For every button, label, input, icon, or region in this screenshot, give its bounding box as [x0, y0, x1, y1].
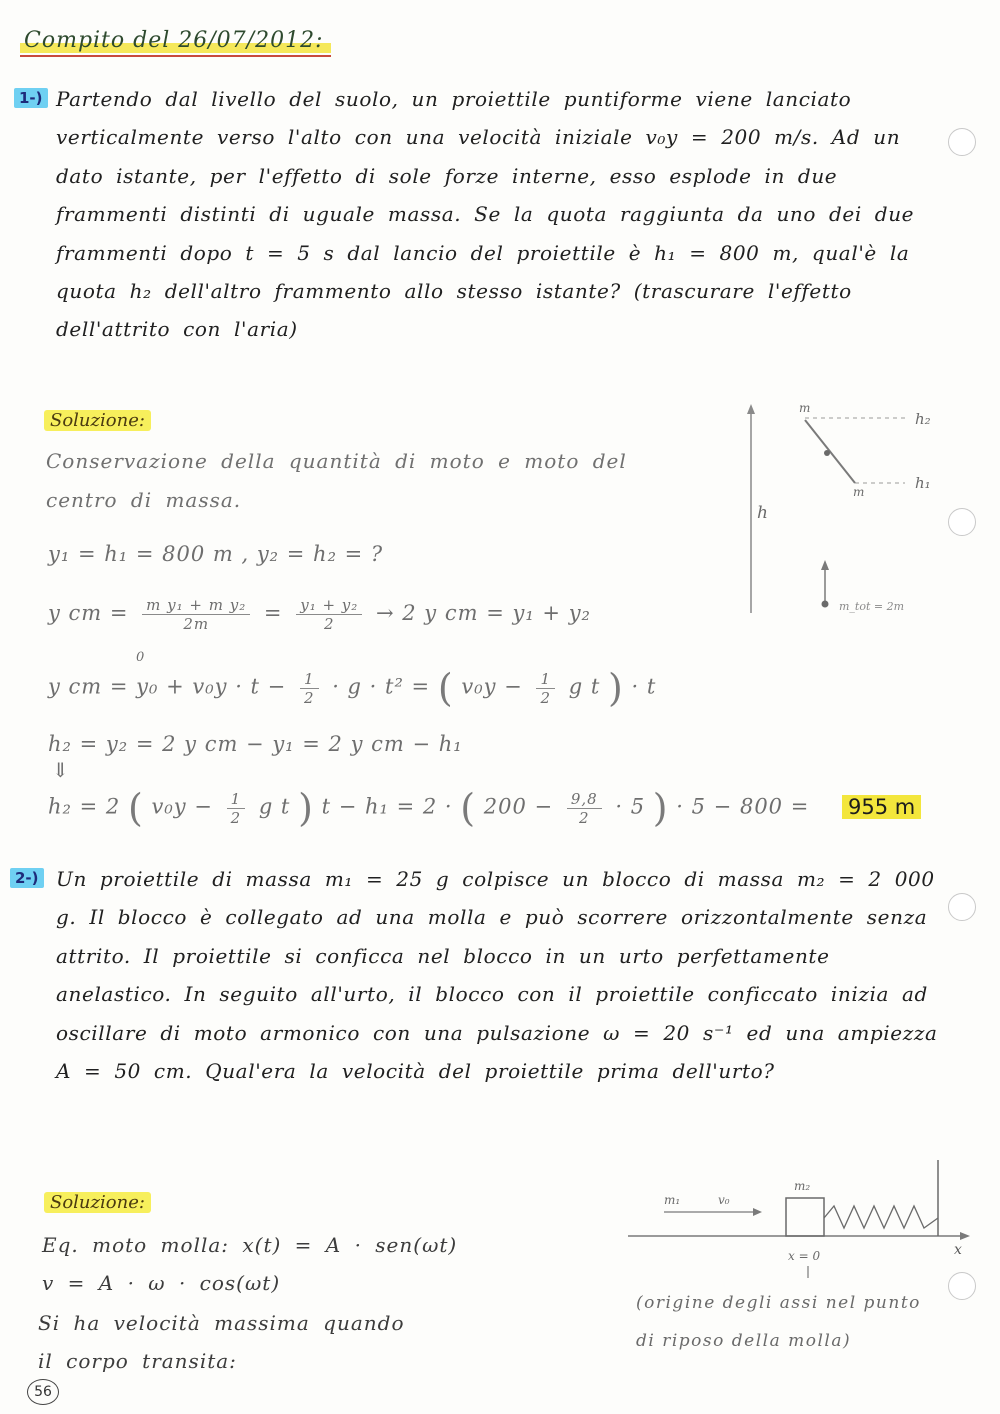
- eq5-half: [227, 790, 246, 827]
- eq3-half-2: [536, 670, 555, 707]
- h-axis-arrow-icon: [747, 404, 755, 414]
- eq5-f: · 5: [615, 794, 646, 819]
- solution-2-line-4: il corpo transita:: [38, 1349, 237, 1373]
- solution-1-label: Soluzione:: [44, 410, 151, 431]
- eq5-num: 9,8: [567, 790, 602, 809]
- eq5-half-num: 1: [227, 790, 246, 809]
- v0-label: v₀: [718, 1193, 730, 1207]
- eq3-c: v₀y −: [461, 674, 523, 699]
- equation-positions: y₁ = h₁ = 800 m , y₂ = h₂ = ?: [48, 542, 384, 566]
- eq2-fraction-2: [296, 596, 362, 633]
- paren-close: ): [298, 786, 314, 830]
- eq5-den: 2: [578, 808, 590, 827]
- paren-close: ): [607, 666, 624, 710]
- page-number: 56: [27, 1379, 59, 1405]
- eq5-g: · 5 − 800 =: [676, 794, 810, 819]
- eq3-half2-num: 1: [536, 670, 555, 689]
- eq3-a: y cm = y₀ + v₀y · t −: [48, 674, 287, 699]
- solution-1-intro: Conservazione della quantità di moto e moto del centro di massa.: [46, 449, 627, 512]
- x0-label: x = 0: [788, 1249, 821, 1263]
- spring-block-diagram: [628, 1160, 973, 1280]
- x-axis-arrow-icon: [960, 1232, 970, 1240]
- eq2-num: m y₁ + m y₂: [142, 596, 250, 615]
- paren-close: ): [652, 786, 669, 830]
- eq3-half: [300, 670, 319, 707]
- problem-2-number: 2-): [10, 868, 44, 888]
- eq2-den2: 2: [323, 615, 335, 633]
- binder-hole: [948, 128, 976, 156]
- h-axis-label: h: [757, 503, 768, 523]
- eq3-e: · t: [631, 674, 657, 699]
- eq5-half-den: 2: [230, 808, 242, 827]
- solution-2-label: Soluzione:: [44, 1192, 151, 1213]
- h2-label: h₂: [915, 410, 931, 428]
- eq5-b: v₀y −: [151, 794, 213, 819]
- binder-hole: [948, 893, 976, 921]
- solution-2-line-1: Eq. moto molla: x(t) = A · sen(ωt): [42, 1233, 458, 1257]
- eq3-zero: 0: [136, 650, 146, 665]
- problem-1-text: Partendo dal livello del suolo, un proiettile puntiforme viene lanciato verticalmente verso l'alto con una velocità iniziale v₀y = 200 m/s. Ad un dato istante, per l'effetto di sole forze interne, esso esplode in due frammenti distinti di uguale massa. Se la quota raggiunta da uno dei due frammenti dopo t = 5 s dal lancio del proiettile è h₁ = 800 m, qual'è la quota h₂ dell'altro frammento allo stesso istante? (trascurare l'effetto dell'attrito con l'aria): [56, 87, 915, 342]
- problem-1-number: 1-): [14, 88, 48, 108]
- solution-2-line-3: Si ha velocità massima quando: [38, 1311, 405, 1335]
- paren-open: (: [460, 786, 477, 830]
- eq2-left: y cm =: [48, 601, 129, 625]
- h1-label: h₁: [915, 474, 931, 492]
- launch-arrow-icon: [821, 560, 829, 570]
- equation-cm-motion: [48, 650, 657, 710]
- problem-2-text: Un proiettile di massa m₁ = 25 g colpisce un blocco di massa m₂ = 2 000 g. Il blocco è collegato ad una molla e può scorrere orizzontalmente senza attrito. Il proiettile si conficca nel blocco in un urto perfettamente anelastico. In seguito all'urto, il blocco con il proiettile conficcato inizia ad oscillare di moto armonico con una pulsazione ω = 20 s⁻¹ ed una ampiezza A = 50 cm. Qual'era la velocità del proiettile prima dell'urto?: [56, 867, 938, 1084]
- eq2-num2: y₁ + y₂: [296, 596, 362, 615]
- eq2-den: 2m: [183, 615, 210, 633]
- top-mass-label: m: [799, 401, 811, 415]
- equation-center-of-mass: [48, 596, 591, 633]
- eq2-fraction-1: [142, 596, 250, 633]
- paren-open: (: [437, 666, 454, 710]
- m1-label: m₁: [664, 1193, 681, 1207]
- eq3-b: · g · t² =: [332, 674, 431, 699]
- page-title: Compito del 26/07/2012:: [20, 28, 331, 57]
- implies-arrow: ⇓: [52, 758, 70, 782]
- solution-2-line-2: v = A · ω · cos(ωt): [42, 1271, 281, 1295]
- result-highlight: 955 m: [842, 795, 921, 819]
- explosion-diagram: [735, 398, 965, 618]
- eq5-fraction: [567, 790, 602, 827]
- paren-open: (: [127, 786, 144, 830]
- equation-h2-relation: h₂ = y₂ = 2 y cm − y₁ = 2 y cm − h₁: [48, 732, 463, 756]
- eq5-a: h₂ = 2: [48, 794, 121, 819]
- eq5-d: t − h₁ = 2 ·: [321, 794, 453, 819]
- x-axis-label: x: [954, 1242, 962, 1258]
- eq3-half-num: 1: [300, 670, 319, 689]
- bottom-mass-label: m: [853, 485, 865, 499]
- eq2-right: → 2 y cm = y₁ + y₂: [376, 601, 591, 625]
- launch-point: [822, 601, 829, 608]
- equation-h2-result: [48, 786, 809, 830]
- block: [786, 1198, 824, 1236]
- ground-mass-label: m_tot = 2m: [839, 600, 905, 613]
- fragment-path: [805, 420, 855, 483]
- explosion-point: [824, 450, 830, 456]
- velocity-arrow-icon: [753, 1208, 762, 1216]
- eq3-half2-den: 2: [540, 688, 552, 707]
- eq3-d: g t: [568, 674, 601, 699]
- eq5-c: g t: [258, 794, 291, 819]
- eq2-mid: =: [263, 601, 283, 625]
- spring-diagram-caption: (origine degli assi nel punto di riposo della molla): [636, 1293, 921, 1351]
- eq5-e: 200 −: [483, 794, 554, 819]
- m2-label: m₂: [794, 1179, 811, 1193]
- eq3-half-den: 2: [303, 688, 315, 707]
- spring: [824, 1206, 938, 1228]
